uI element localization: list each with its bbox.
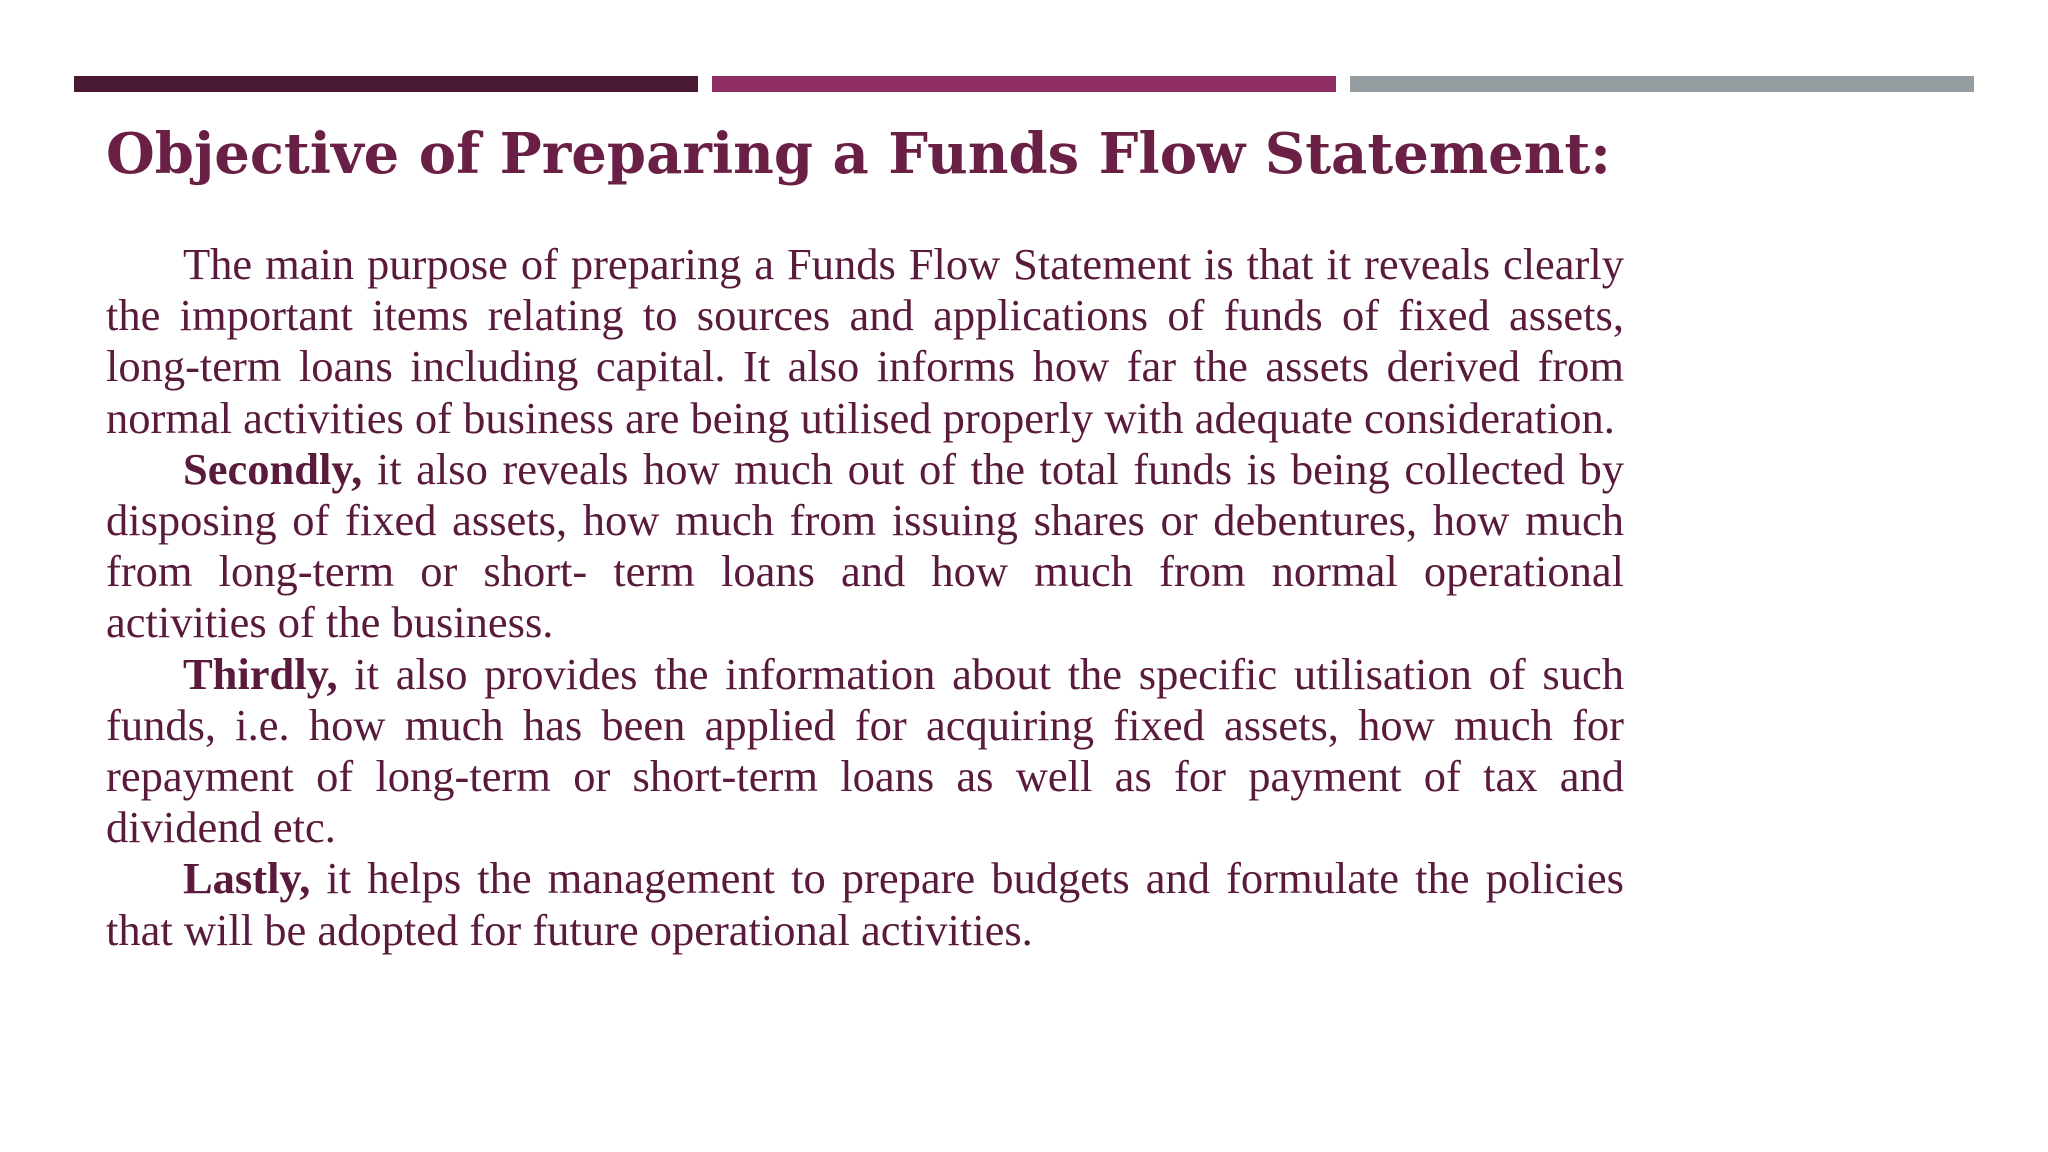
paragraph-lastly	[106, 853, 1624, 955]
paragraph-lead: Lastly,	[183, 853, 311, 904]
paragraph-text: it also reveals how much out of the total funds is being collected by disposing of fixed assets, how much from issuing shares or debentures, how much from long-term or short- term loans and how much from normal operational activities of the business.	[106, 443, 1624, 648]
slide-body	[106, 239, 1624, 956]
paragraph-text: it also provides the information about the specific utilisation of such funds, i.e. how much has been applied for acquiring fixed assets, how much for repayment of long-term or short-term loans as well as for payment of tax and dividend etc.	[106, 648, 1624, 853]
paragraph-text: it helps the management to prepare budgets and formulate the policies that will be adopted for future operational activities.	[106, 853, 1624, 955]
paragraph-thirdly	[106, 649, 1624, 854]
paragraph-purpose	[106, 239, 1624, 444]
accent-bar-magenta	[712, 76, 1336, 92]
paragraph-lead: Thirdly,	[183, 648, 338, 699]
accent-bar-gray	[1350, 76, 1974, 92]
paragraph-text: The main purpose of preparing a Funds Flow Statement is that it reveals clearly the important items relating to sources and applications of funds of fixed assets, long-term loans including capital. It also informs how far the assets derived from normal activities of business are being utilised properly with adequate consideration.	[106, 239, 1624, 443]
slide-title: Objective of Preparing a Funds Flow Statement:	[106, 121, 1611, 187]
accent-bar-dark	[74, 76, 698, 92]
paragraph-secondly	[106, 444, 1624, 649]
paragraph-lead: Secondly,	[183, 443, 363, 494]
